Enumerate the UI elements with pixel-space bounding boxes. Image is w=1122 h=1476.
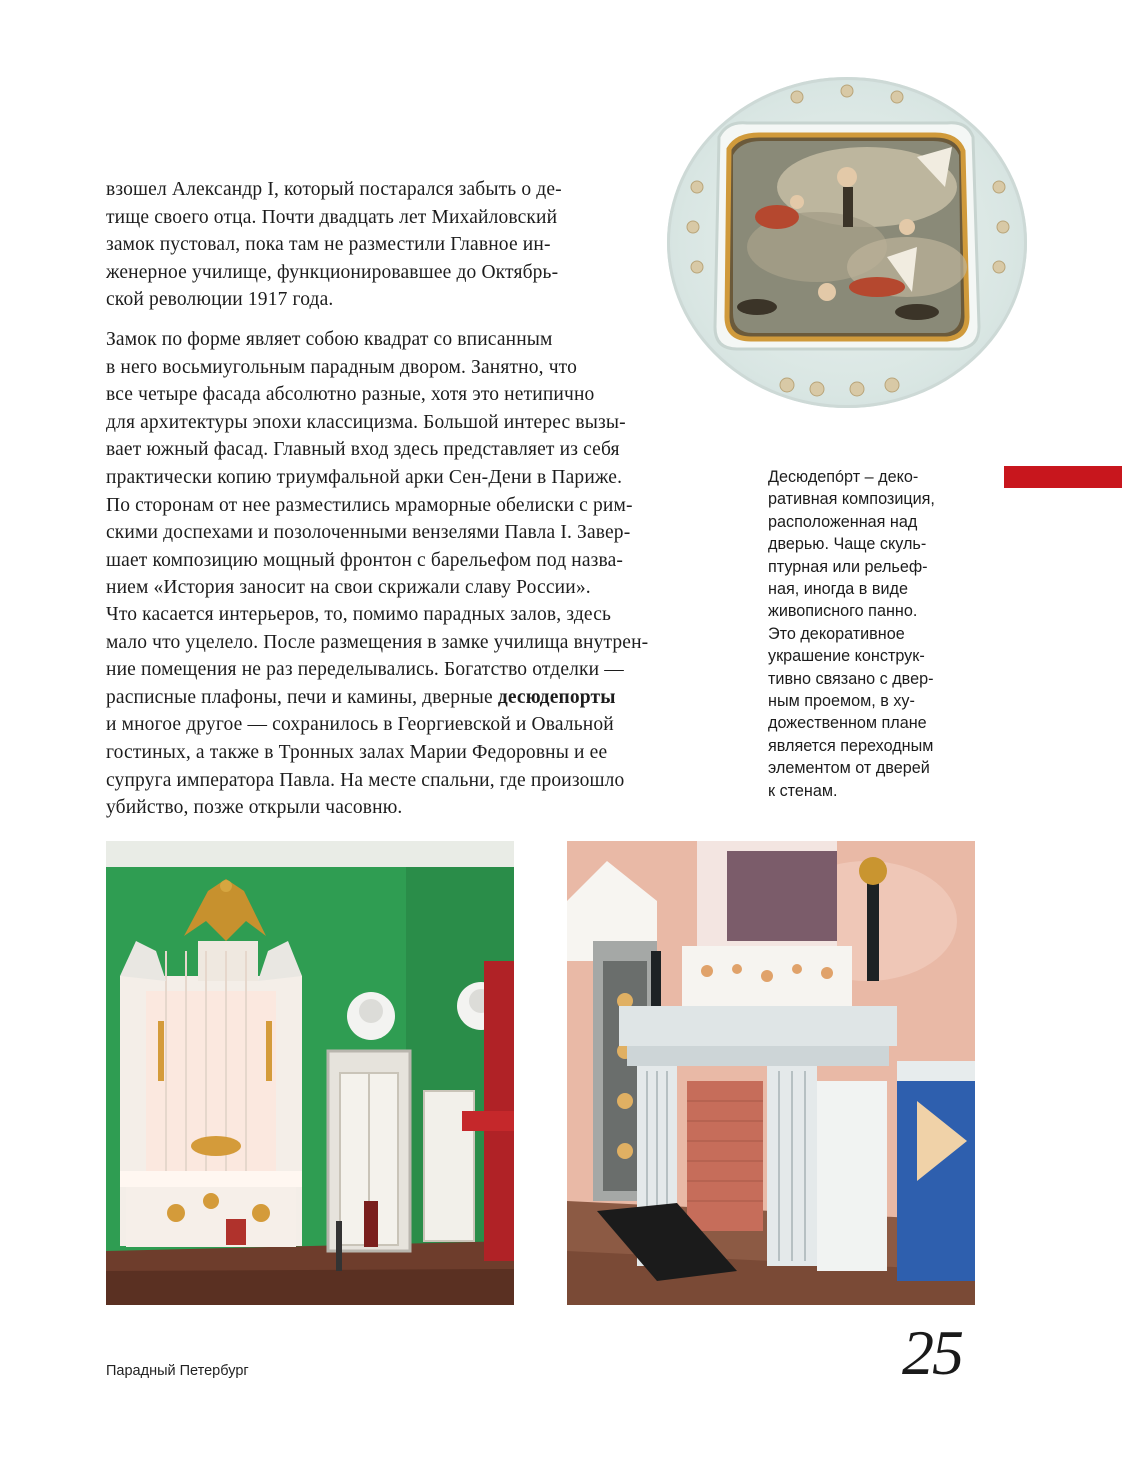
text-line: ской революции 1917 года. — [106, 289, 334, 311]
publication-title: Парадный Петербург — [106, 1363, 249, 1379]
sidenote-line: ным проемом, в ху- — [768, 692, 915, 711]
sidenote-line: расположенная над — [768, 512, 918, 531]
text-line: нием «История заносит на свои скрижали славу России». — [106, 577, 591, 599]
text-line: По сторонам от нее разместились мраморные обелиски с рим- — [106, 494, 633, 516]
text-line: супруга императора Павла. На месте спальни, где произошло — [106, 769, 625, 791]
paragraph-architecture — [106, 326, 633, 602]
text-line: Что касается интерьеров, то, помимо парадных залов, здесь — [106, 604, 612, 625]
sidenote-line: украшение конструк- — [768, 647, 925, 666]
text-line: и многое другое — сохранилось в Георгиевской и Овальной — [106, 714, 614, 736]
text-line: Замок по форме являет собою квадрат со вписанным — [106, 329, 553, 350]
ceiling-painting-image — [667, 77, 1027, 408]
text-line: шает композицию мощный фронтон с барельефом под назва- — [106, 549, 624, 571]
sidenote-line: к стенам. — [768, 781, 838, 800]
sidenote-line: является переходным — [768, 736, 934, 755]
fireplace-room-photo — [567, 841, 975, 1305]
sidenote-line: птурная или рельеф- — [768, 557, 928, 576]
text-line — [106, 684, 648, 712]
text-line: мало что уцелело. После размещения в замке училища внутрен- — [106, 631, 649, 653]
text-line: скими доспехами и позолоченными вензелями Павла I. Завер- — [106, 522, 631, 544]
accent-bar — [1004, 466, 1122, 488]
term-highlight: десюдепорты — [497, 686, 616, 708]
text-line: в него восьмиугольным парадным двором. Занятно, что — [106, 356, 577, 378]
text-line: убийство, позже открыли часовню. — [106, 797, 403, 819]
sidenote-definition — [768, 466, 935, 802]
text-line: женерное училище, функционировавшее до Октябрь- — [106, 261, 559, 283]
text-line: ние помещения не раз переделывались. Богатство отделки — — [106, 659, 624, 681]
text-line: замок пустовал, пока там не разместили Главное ин- — [106, 234, 551, 256]
sidenote-line: живописного панно. — [768, 602, 918, 621]
text-line: вает южный фасад. Главный вход здесь представляет из себя — [106, 439, 620, 461]
sidenote-line: Десюдепóрт – деко- — [768, 468, 919, 486]
text-line: все четыре фасада абсолютно разные, хотя это нетипично — [106, 384, 595, 406]
sidenote-line: дверью. Чаще скуль- — [768, 535, 927, 554]
sidenote-line: дожественном плане — [768, 714, 927, 733]
text-segment: расписные плафоны, печи и камины, дверные — [106, 686, 498, 708]
paragraph-interiors — [106, 601, 648, 822]
text-line: практически копию триумфальной арки Сен-Дени в Париже. — [106, 466, 623, 488]
page-number: 25 — [902, 1317, 962, 1388]
text-line: для архитектуры эпохи классицизма. Большой интерес вызы- — [106, 411, 626, 433]
green-room-stove-photo — [106, 841, 514, 1305]
sidenote-line: элементом от дверей — [768, 759, 930, 778]
sidenote-line: ная, иногда в виде — [768, 580, 908, 599]
sidenote-line: тивно связано с двер- — [768, 669, 934, 688]
text-line: гостиных, а также в Тронных залах Марии Федоровны и ее — [106, 741, 608, 763]
sidenote-line: Это декоративное — [768, 624, 905, 643]
text-line: тище своего отца. Почти двадцать лет Михайловский — [106, 206, 558, 228]
sidenote-line: ративная композиция, — [768, 490, 935, 509]
text-line: взошел Александр I, который постарался забыть о де- — [106, 179, 562, 200]
paragraph-history — [106, 176, 562, 314]
